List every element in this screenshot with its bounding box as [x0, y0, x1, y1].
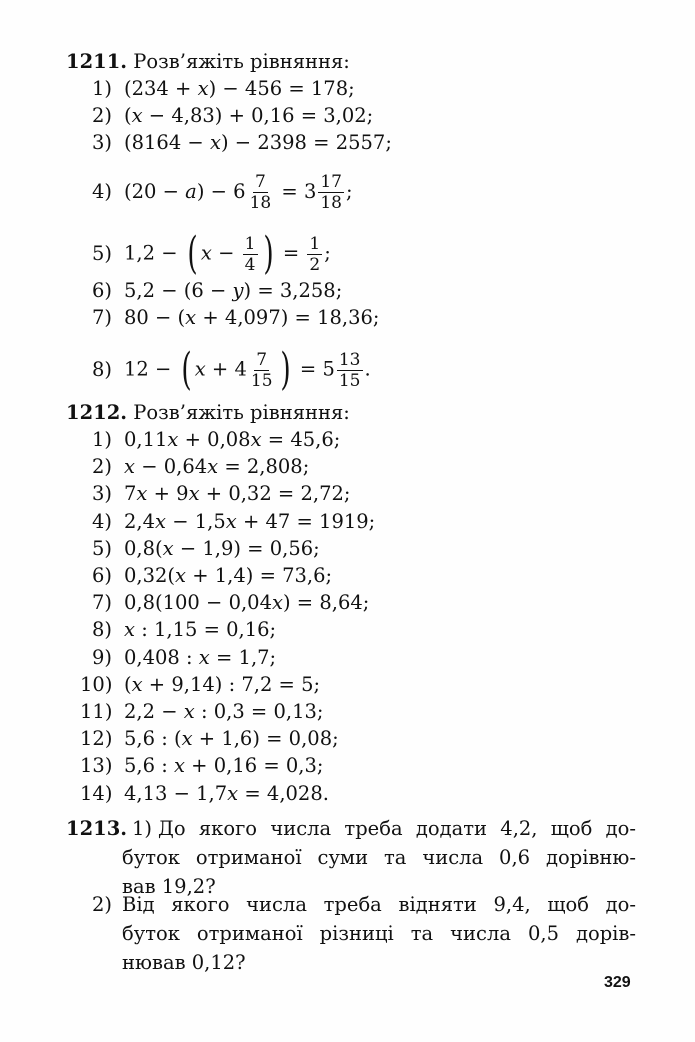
task-number: 1211.	[66, 50, 128, 73]
variable: x	[167, 428, 179, 451]
variable: x	[250, 428, 262, 451]
variable: x	[124, 618, 135, 642]
variable: x	[136, 482, 148, 506]
variable: x	[131, 672, 143, 696]
numerator: 7	[254, 172, 266, 192]
equation-1211-1	[92, 77, 355, 101]
fraction	[248, 172, 274, 213]
task-number: 1213.	[66, 817, 128, 840]
denominator: 18	[249, 193, 272, 213]
item-label: 3)	[92, 482, 113, 506]
subtask-2-line: буток отриманої різниці та числа 0,5 дорів-	[122, 922, 636, 945]
task-1212-header	[66, 401, 350, 425]
expr: 0,408 : x = 1,7;	[124, 645, 277, 669]
variable: x	[225, 509, 237, 533]
expr: (234 +	[124, 77, 198, 100]
left-paren: (	[180, 344, 192, 395]
expr: − 4,83) + 0,16 = 3,02;	[142, 104, 374, 127]
task-number: 1212.	[66, 401, 128, 424]
variable: x	[175, 564, 187, 587]
expr: 2,2 − x : 0,3 = 0,13;	[124, 700, 324, 723]
numerator: 1	[309, 233, 321, 254]
expr: ;	[346, 180, 353, 203]
task-title: Розв’яжіть рівняння:	[133, 50, 350, 73]
expr: 12 −	[124, 357, 178, 381]
variable: x	[207, 455, 219, 479]
subtask-label: 2)	[92, 893, 113, 916]
item-label: 14)	[80, 781, 113, 805]
variable: x	[197, 77, 209, 100]
item-label: 7)	[92, 306, 113, 329]
expr: + 4,097) = 18,36;	[196, 306, 380, 329]
denominator: 15	[338, 370, 361, 391]
expr: x − 0,64x = 2,808;	[124, 455, 310, 479]
variable: x	[183, 700, 195, 723]
expr: 5,6 : x + 0,16 = 0,3;	[124, 754, 324, 778]
expr: −	[211, 241, 241, 265]
equation-1211-8	[92, 344, 371, 395]
denominator: 4	[244, 254, 256, 275]
numerator: 1	[244, 233, 256, 254]
item-label: 5)	[92, 241, 113, 265]
equation-1212-14	[80, 782, 329, 806]
expr: ) − 2398 = 2557;	[220, 131, 392, 154]
item-label: 3)	[92, 131, 113, 154]
subtask-label: 1)	[132, 817, 153, 840]
expr: ;	[324, 241, 331, 265]
expr: = 3	[275, 180, 317, 203]
variable: x	[155, 509, 167, 533]
numerator: 7	[256, 349, 268, 370]
equation-1212-13	[80, 754, 323, 778]
variable: x	[227, 781, 239, 805]
item-label: 8)	[92, 357, 113, 381]
expr: 2,4x − 1,5x + 47 = 1919;	[124, 509, 376, 533]
expr: 0,32(x + 1,4) = 73,6;	[124, 564, 333, 587]
equation-1211-7	[92, 306, 379, 330]
variable: x	[131, 104, 143, 127]
expr: 4,13 − 1,7x = 4,028.	[124, 781, 329, 805]
subtask-2-line: нював 0,12?	[122, 951, 246, 974]
variable: y	[232, 279, 244, 302]
task-1213-number	[66, 814, 127, 843]
item-label: 13)	[80, 754, 113, 778]
variable: x	[181, 727, 193, 751]
expr: 5,2 − (6 −	[124, 279, 233, 302]
numerator: 13	[338, 349, 361, 370]
variable: x	[198, 645, 210, 669]
expr: 0,8(100 − 0,04x) = 8,64;	[124, 591, 370, 615]
item-label: 1)	[92, 77, 113, 100]
equation-1212-3	[92, 482, 350, 506]
variable: x	[209, 131, 221, 154]
variable: x	[200, 241, 212, 265]
expr: 1,2 −	[124, 241, 184, 265]
expr: ) = 3,258;	[243, 279, 343, 302]
item-label: 2)	[92, 455, 113, 479]
expr: =	[276, 241, 306, 265]
variable: a	[185, 180, 197, 203]
equation-1212-2	[92, 455, 309, 479]
expr: 0,11x + 0,08x = 45,6;	[124, 428, 341, 451]
left-paren: (	[187, 228, 198, 279]
denominator: 18	[320, 193, 342, 213]
item-label: 10)	[80, 672, 113, 696]
item-label: 2)	[92, 104, 113, 127]
equation-1211-6	[92, 279, 342, 303]
equation-1212-1	[92, 428, 340, 452]
fraction	[318, 172, 344, 213]
task-1211-header	[66, 50, 350, 74]
equation-1212-7	[92, 591, 369, 615]
expr: 7x + 9x + 0,32 = 2,72;	[124, 482, 351, 506]
subtask-1-line: вав 19,2?	[122, 875, 216, 898]
subtask-1-line: До якого числа треба додати 4,2, щоб до-	[158, 817, 636, 840]
item-label: 1)	[92, 428, 113, 451]
equation-1212-8	[92, 618, 276, 642]
variable: x	[188, 482, 200, 506]
denominator: 2	[309, 254, 321, 275]
expr: 5,6 : (x + 1,6) = 0,08;	[124, 727, 339, 751]
item-label: 4)	[92, 509, 113, 533]
expr: (x + 9,14) : 7,2 = 5;	[124, 672, 321, 696]
subtask-2-line: Від якого числа треба відняти 9,4, щоб до-	[122, 893, 636, 916]
expr: .	[364, 357, 371, 381]
equation-1212-9	[92, 646, 276, 670]
right-paren: )	[279, 344, 291, 395]
item-label: 11)	[80, 700, 113, 723]
variable: x	[272, 591, 283, 615]
item-label: 7)	[92, 591, 113, 615]
fraction	[249, 350, 275, 391]
equation-1212-10	[80, 673, 320, 697]
expr: ) − 456 = 178;	[208, 77, 355, 100]
item-label: 4)	[92, 180, 113, 203]
variable: x	[124, 455, 135, 479]
item-label: 6)	[92, 279, 113, 302]
equation-1212-12	[80, 727, 339, 751]
equation-1212-4	[92, 510, 375, 534]
expr: ) − 6	[196, 180, 246, 203]
subtask-1-line: буток отриманої суми та числа 0,6 дорівню-	[122, 846, 636, 869]
expr: + 4	[205, 357, 247, 381]
equation-1211-3	[92, 131, 392, 155]
equation-1212-5	[92, 537, 320, 561]
equation-1211-5	[92, 228, 331, 279]
fraction	[243, 234, 258, 275]
expr: = 5	[293, 357, 335, 381]
item-label: 9)	[92, 645, 113, 669]
fraction	[337, 350, 363, 391]
task-title: Розв’яжіть рівняння:	[133, 401, 350, 424]
expr: x : 1,15 = 0,16;	[124, 618, 277, 642]
variable: x	[185, 306, 197, 329]
denominator: 15	[250, 370, 273, 391]
variable: x	[162, 536, 174, 560]
variable: x	[194, 357, 206, 381]
equation-1211-4	[92, 172, 353, 213]
item-label: 8)	[92, 618, 113, 642]
expr: (8164 −	[124, 131, 210, 154]
variable: x	[173, 754, 185, 778]
item-label: 12)	[80, 727, 113, 751]
fraction	[307, 234, 322, 275]
item-label: 6)	[92, 564, 113, 587]
equation-1212-6	[92, 564, 332, 588]
page-number: 329	[604, 974, 631, 991]
right-paren: )	[262, 228, 274, 279]
equation-1212-11	[80, 700, 323, 724]
equation-1211-2	[92, 104, 373, 128]
item-label: 5)	[92, 536, 113, 560]
expr: (20 −	[124, 180, 186, 203]
expr: (	[124, 104, 132, 127]
numerator: 17	[320, 172, 342, 192]
expr: 0,8(x − 1,9) = 0,56;	[124, 536, 320, 560]
expr: 80 − (	[124, 306, 186, 329]
